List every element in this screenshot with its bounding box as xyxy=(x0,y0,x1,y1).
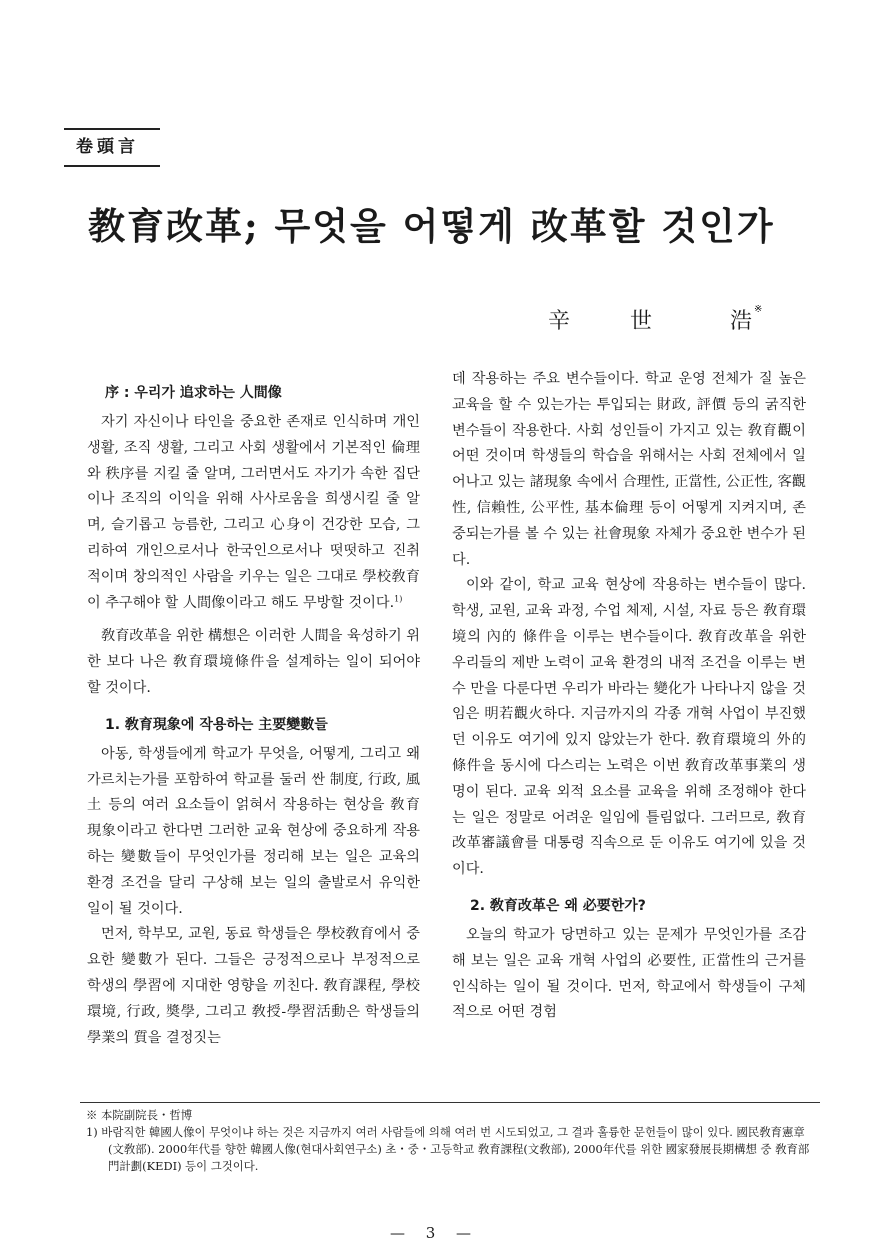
intro-heading: 序 : 우리가 追求하는 人間像 xyxy=(105,385,282,401)
section-label: 卷頭言 xyxy=(64,128,160,167)
left-column xyxy=(87,364,420,1051)
right-column xyxy=(452,367,806,1026)
author-char: 世 xyxy=(630,309,653,334)
author-name xyxy=(548,304,762,335)
paragraph: 아동, 학생들에게 학교가 무엇을, 어떻게, 그리고 왜 가르치는가를 포함하여 학교를 둘러 싼 制度, 行政, 風土 등의 여러 요소들이 얽혀서 작용하는 현상을 敎育現象이라고 한다면 그러한 교육 현상에 중요하게 작용하는 變數들이 무엇인가를 정리해 보는 일은 교육의 환경 조건을 달리 구상해 보는 일의 출발로서 유익한 일이 될 것이다. xyxy=(87,745,420,917)
page-number: — 3 — xyxy=(389,1224,480,1242)
paragraph: 오늘의 학교가 당면하고 있는 문제가 무엇인가를 조감해 보는 일은 교육 개혁 사업의 必要性, 正當性의 근거를 인식하는 일이 될 것이다. 먼저, 학교에서 학생들이 구체적으로 어떤 경험 xyxy=(452,926,806,1021)
article-title: 教育改革; 무엇을 어떻게 改革할 것인가 xyxy=(88,204,775,248)
footnote-1: 1) 바람직한 韓國人像이 무엇이냐 하는 것은 지금까지 여러 사람들에 의해 여러 번 시도되었고, 그 결과 훌륭한 문헌들이 많이 있다. 國民敎育憲章(文敎部). 2000年代를 향한 韓國人像(현대사회연구소) 초・중・고등학교 敎育課程(文敎部), 2000年代를 위한 國家發展長期構想 중 敎育部門計劃(KEDI) 등이 그것이다. xyxy=(86,1125,810,1173)
paragraph: 자기 자신이나 타인을 중요한 존재로 인식하며 개인 생활, 조직 생활, 그리고 사회 생활에서 기본적인 倫理와 秩序를 지킬 줄 알며, 그러면서도 자기가 속한 집단이나 조직의 이익을 위해 사사로움을 희생시킬 줄 알며, 슬기롭고 능름한, 그리고 心身이 건강한 모습, 그리하여 개인으로서나 한국인으로서나 떳떳하고 진취적이며 창의적인 사람을 키우는 일은 그대로 學校敎育이 추구해야 할 人間像이라고 해도 무방할 것이다.$^{1)}$ xyxy=(87,414,420,611)
footnote-author: ※ 本院副院長・哲博 xyxy=(86,1108,193,1122)
footnotes xyxy=(80,1102,820,1175)
paragraph: 데 작용하는 주요 변수들이다. 학교 운영 전체가 질 높은 교육을 할 수 있는가는 투입되는 財政, 評價 등의 굵직한 변수들이 작용한다. 사회 성인들이 가지고 있는 敎育觀이 어떤 것이며 학생들의 학습을 위해서는 사회 전체에서 일어나고 있는 諸現象 속에서 合理性, 正當性, 公正性, 客觀性, 信賴性, 公平性, 基本倫理 등이 어떻게 지켜지며, 존중되는가를 볼 수 있는 社會現象 자체가 중요한 변수가 된다. xyxy=(452,371,806,568)
section-heading-2: 2. 敎育改革은 왜 必要한가? xyxy=(470,897,646,914)
paragraph: 이와 같이, 학교 교육 현상에 작용하는 변수들이 많다. 학생, 교원, 교육 과정, 수업 체제, 시설, 자료 등은 敎育環境의 內的 條件을 이루는 변수들이다. 敎育改革을 위한 우리들의 제반 노력이 교육 환경의 내적 조건을 이루는 변수 만을 다룬다면 우리가 바라는 變化가 나타나지 않을 것임은 明若觀火하다. 지금까지의 각종 개혁 사업이 부진했던 이유도 여기에 있지 않았는가 한다. 敎育環境의 外的 條件을 동시에 다스리는 노력은 이번 敎育改革事業의 생명이 된다. 교육 외적 요소를 교육을 위해 조정해야 한다는 일은 정말로 어려운 일임에 틀림없다. 그러므로, 敎育改革審議會를 대통령 직속으로 둔 이유도 여기에 있을 것이다. xyxy=(452,577,806,878)
author-footnote-mark: ※ xyxy=(754,304,763,315)
paragraph: 敎育改革을 위한 構想은 이러한 人間을 육성하기 위한 보다 나은 敎育環境條件을 설계하는 일이 되어야 할 것이다. xyxy=(87,628,420,696)
paragraph: 먼저, 학부모, 교원, 동료 학생들은 學校敎育에서 중요한 變數가 된다. 그들은 긍정적으로나 부정적으로 학생의 學習에 지대한 영향을 끼친다. 敎育課程, 學校環境, 行政, 奬學, 그리고 敎授-學習活動은 학생들의 學業의 質을 결정짓는 xyxy=(87,926,420,1046)
section-heading-1: 1. 敎育現象에 작용하는 主要變數들 xyxy=(105,716,328,733)
footnote-ref: 1) xyxy=(394,593,403,603)
author-char: 浩 xyxy=(730,309,753,334)
author-char: 辛 xyxy=(548,309,571,334)
